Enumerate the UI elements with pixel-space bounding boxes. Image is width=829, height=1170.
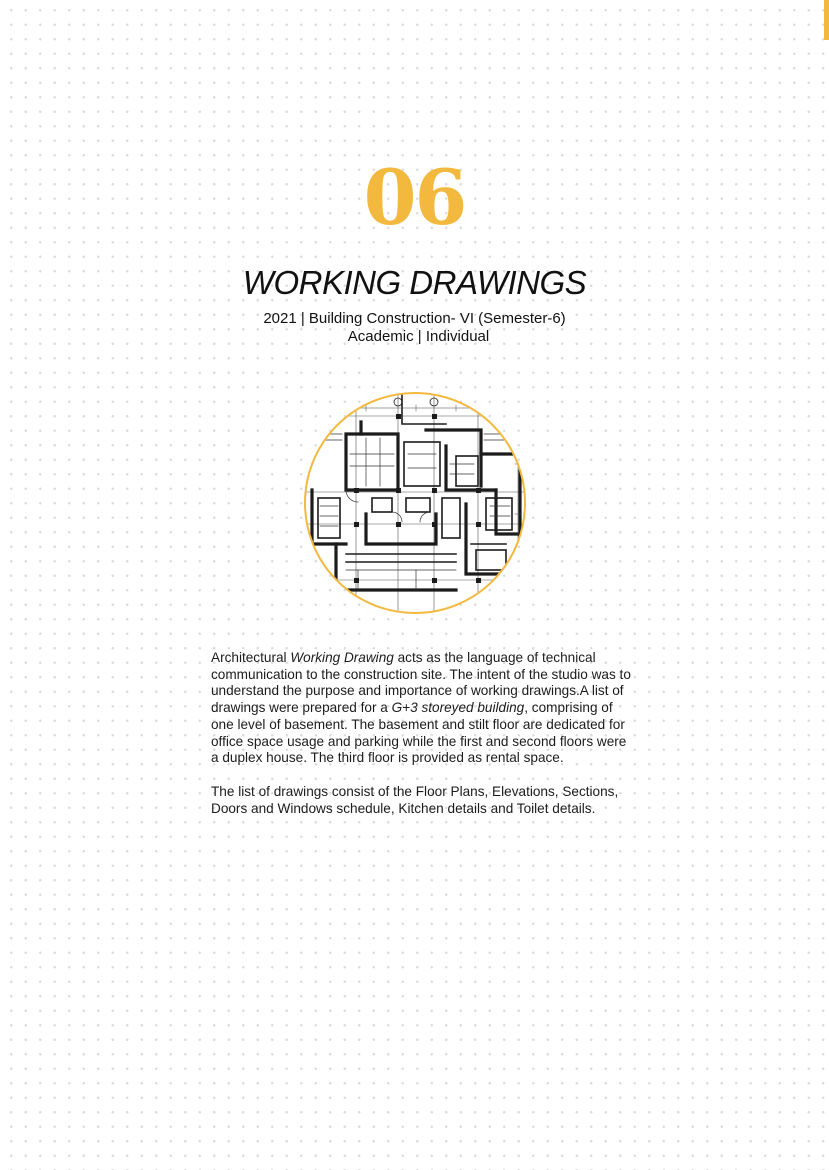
- description: [211, 650, 631, 834]
- project-type: Academic | Individual: [347, 328, 490, 345]
- project-year-course: 2021 | Building Construction- VI (Semester-6): [263, 310, 566, 327]
- para1-text-2: acts as the language of technical communication to the construction site. The intent of the studio was to understand the purpose and importance of working drawings.A list of drawings were prepared for a: [211, 650, 631, 716]
- description-paragraph-1: [211, 650, 631, 767]
- project-meta: [0, 310, 829, 346]
- floor-plan-drawing-icon: [306, 394, 524, 612]
- section-number: 06: [363, 153, 466, 242]
- para1-emphasis-building: G+3 storeyed building: [391, 700, 525, 716]
- floor-plan-image: [304, 392, 526, 614]
- para1-text-1: Architectural: [211, 650, 291, 665]
- description-paragraph-2: The list of drawings consist of the Floor Plans, Elevations, Sections, Doors and Windows schedule, Kitchen details and Toilet details.: [211, 783, 619, 816]
- para1-text-3: , comprising of one level of basement. The basement and stilt floor are dedicated for office space usage and parking while the first and second floors were a duplex house. The third floor is provided as rental space.: [211, 700, 627, 766]
- page-title: WORKING DRAWINGS: [242, 264, 587, 301]
- para1-emphasis-working-drawing: Working Drawing: [290, 650, 394, 665]
- page-edge-marker: [824, 0, 829, 40]
